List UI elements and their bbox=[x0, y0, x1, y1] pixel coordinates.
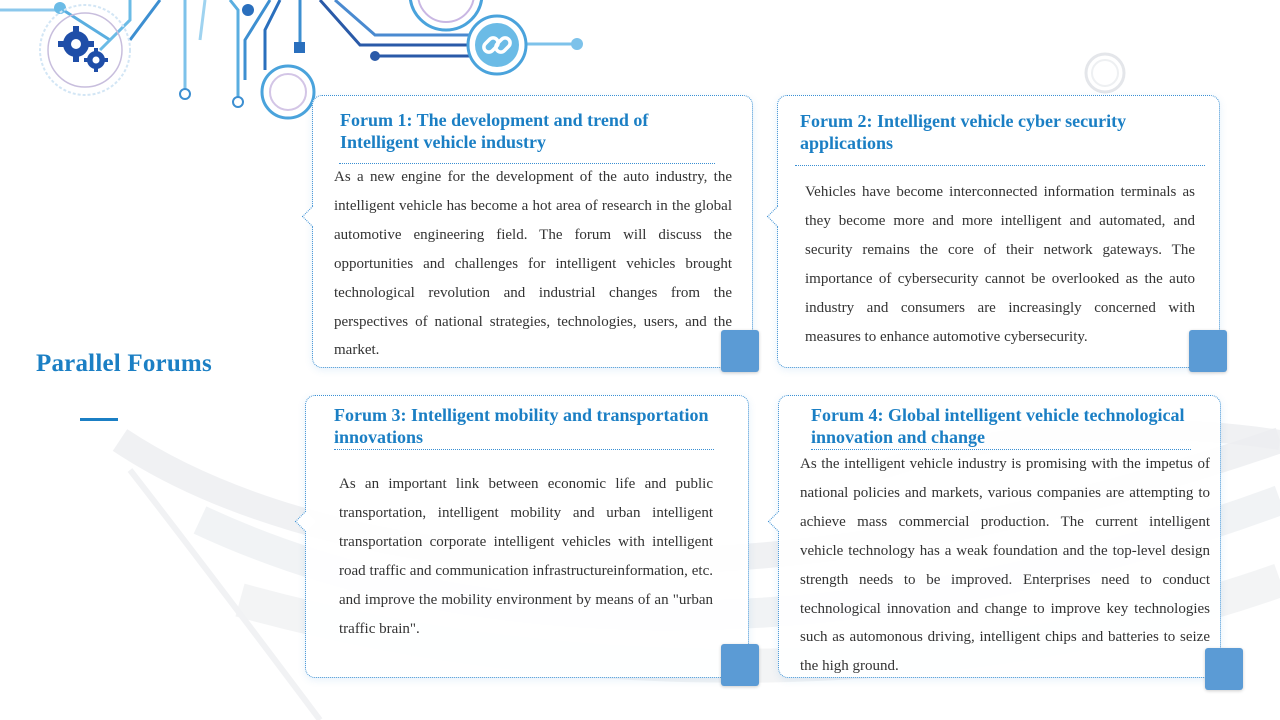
title-underline bbox=[80, 418, 118, 421]
title-divider bbox=[334, 449, 714, 450]
forum-title: Forum 2: Intelligent vehicle cyber security applications bbox=[800, 111, 1127, 153]
forum-title: Forum 4: Global intelligent vehicle technological innovation and change bbox=[811, 405, 1185, 447]
link-icon bbox=[466, 14, 528, 76]
ring-decoration bbox=[1080, 50, 1130, 100]
forum-card-2 bbox=[777, 95, 1220, 368]
forum-title: Forum 3: Intelligent mobility and transportation innovations bbox=[334, 405, 709, 447]
forum-title: Forum 1: The development and trend of Intelligent vehicle industry bbox=[340, 110, 649, 152]
corner-block bbox=[721, 330, 759, 372]
forum-card-3 bbox=[305, 395, 749, 678]
forum-description: As a new engine for the development of the auto industry, the intelligent vehicle has become a hot area of research in the global automotive engineering field. The forum will discuss the opportunities and challenges for intelligent vehicles brought technological revolution and industrial changes from the perspectives of national strategies, technologies, users, and the market. bbox=[334, 169, 732, 359]
forum-description: As an important link between economic life and public transportation, intelligent mobility and urban intelligent transportation corporate intelligent vehicles with intelligent road traffic and communication infrastructureinformation, etc. and improve the mobility environment by means of an "urban traffic brain". bbox=[339, 476, 713, 637]
forum-card-4 bbox=[778, 395, 1221, 678]
title-divider bbox=[795, 165, 1205, 166]
page-title: Parallel Forums bbox=[36, 350, 212, 377]
corner-block bbox=[1189, 330, 1227, 372]
forum-card-1 bbox=[312, 95, 753, 368]
gears-icon bbox=[56, 22, 116, 77]
corner-block bbox=[721, 644, 759, 686]
forum-description: Vehicles have become interconnected information terminals as they become more and more intelligent and automated, and security remains the core of their network gateways. The importance of cybersecurity cannot be overlooked as the auto industry and consumers are increasingly concerned with measures to enhance automotive cybersecurity. bbox=[805, 184, 1195, 345]
corner-block bbox=[1205, 648, 1243, 690]
forum-description: As the intelligent vehicle industry is promising with the impetus of national policies and markets, various companies are attempting to achieve mass commercial production. The current intelligent vehicle technology has a weak foundation and the top-level design strength needs to be improved. Enterprises need to conduct technological innovation and change to improve key technologies such as automonous driving, intelligent chips and batteries to seize the high ground. bbox=[800, 456, 1210, 675]
